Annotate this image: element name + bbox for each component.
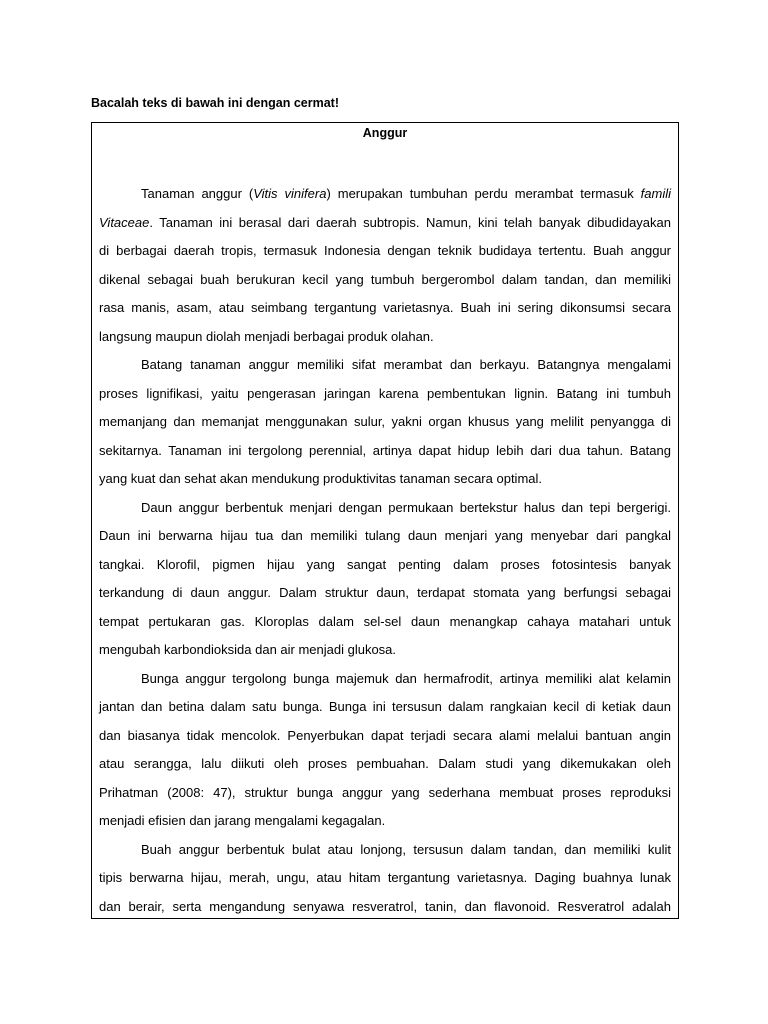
text-line: Batang tanaman anggur memiliki sifat merambat dan berkayu. Batangnya mengalami xyxy=(141,357,671,372)
text-line: proses lignifikasi, yaitu pengerasan jaringan karena pembentukan lignin. Batang ini tumbuh xyxy=(99,385,671,401)
text-line: di berbagai daerah tropis, termasuk Indonesia dengan teknik budidaya tertentu. Buah anggur xyxy=(99,243,671,258)
paragraph-3 xyxy=(99,494,671,665)
text-line: Buah anggur berbentuk bulat atau lonjong, tersusun dalam tandan, dan memiliki kulit xyxy=(141,841,671,857)
text-line: mengubah karbondioksida dan air menjadi glukosa. xyxy=(99,642,397,657)
paragraph-4 xyxy=(99,665,671,836)
text-line: Prihatman (2008: 47), struktur bunga anggur yang sederhana membuat proses reproduksi xyxy=(99,784,671,800)
text-line: Vitaceae. Tanaman ini berasal dari daerah subtropis. Namun, kini telah banyak dibudidayakan xyxy=(99,214,671,230)
reading-text-box xyxy=(91,122,679,919)
text-line: rasa manis, asam, atau seimbang tergantung varietasnya. Buah ini sering dikonsumsi secara xyxy=(99,300,671,315)
text-line: Bunga anggur tergolong bunga majemuk dan hermafrodit, artinya memiliki alat kelamin xyxy=(141,670,671,686)
text-line: Daun ini berwarna hijau tua dan memiliki tulang daun menjari yang menyebar dari pangkal xyxy=(99,528,671,543)
text-line: memanjang dan memanjat menggunakan sulur, yakni organ khusus yang melilit penyangga di xyxy=(99,414,671,429)
text-line: atau serangga, lalu diikuti oleh proses pembuahan. Dalam studi yang dikemukakan oleh xyxy=(99,756,671,771)
text-line: Tanaman anggur (Vitis vinifera) merupakan tumbuhan perdu merambat termasuk famili xyxy=(141,186,672,201)
family-name: Vitaceae xyxy=(99,214,150,230)
family-label: famili xyxy=(640,186,672,201)
text-line: sekitarnya. Tanaman ini tergolong perennial, artinya dapat hidup lebih dari dua tahun. Batang xyxy=(99,442,671,458)
text-line: dan biasanya tidak mencolok. Penyerbukan dapat terjadi secara alami melalui bantuan angin xyxy=(99,727,671,743)
text-line: terkandung di daun anggur. Dalam struktur daun, terdapat stomata yang berfungsi sebagai xyxy=(99,585,671,600)
text-line: tempat pertukaran gas. Kloroplas dalam sel-sel daun menangkap cahaya matahari untuk xyxy=(99,613,671,629)
text-line: jantan dan betina dalam satu bunga. Bunga ini tersusun dalam rangkaian kecil di ketiak daun xyxy=(99,699,671,714)
paragraph-5 xyxy=(99,836,671,920)
paragraph-1 xyxy=(99,180,671,351)
scientific-name: Vitis vinifera xyxy=(253,186,327,201)
text-line: dikenal sebagai buah berukuran kecil yang tumbuh bergerombol dalam tandan, dan memiliki xyxy=(99,271,671,287)
instruction-heading: Bacalah teks di bawah ini dengan cermat! xyxy=(91,96,339,110)
text-line: dan berair, serta mengandung senyawa resveratrol, tanin, dan flavonoid. Resveratrol adalah xyxy=(99,898,671,914)
text-line: tangkai. Klorofil, pigmen hijau yang sangat penting dalam proses fotosintesis banyak xyxy=(99,556,671,572)
text-line: langsung maupun diolah menjadi berbagai produk olahan. xyxy=(99,328,434,344)
paragraph-2 xyxy=(99,351,671,494)
text-line: menjadi efisien dan jarang mengalami kegagalan. xyxy=(99,813,386,828)
text-title: Anggur xyxy=(362,126,408,140)
text-line: yang kuat dan sehat akan mendukung produktivitas tanaman secara optimal. xyxy=(99,471,542,486)
text-line: tipis berwarna hijau, merah, ungu, atau hitam tergantung varietasnya. Daging buahnya lunak xyxy=(99,870,671,885)
text-line: Daun anggur berbentuk menjari dengan permukaan bertekstur halus dan tepi bergerigi. xyxy=(141,499,671,515)
